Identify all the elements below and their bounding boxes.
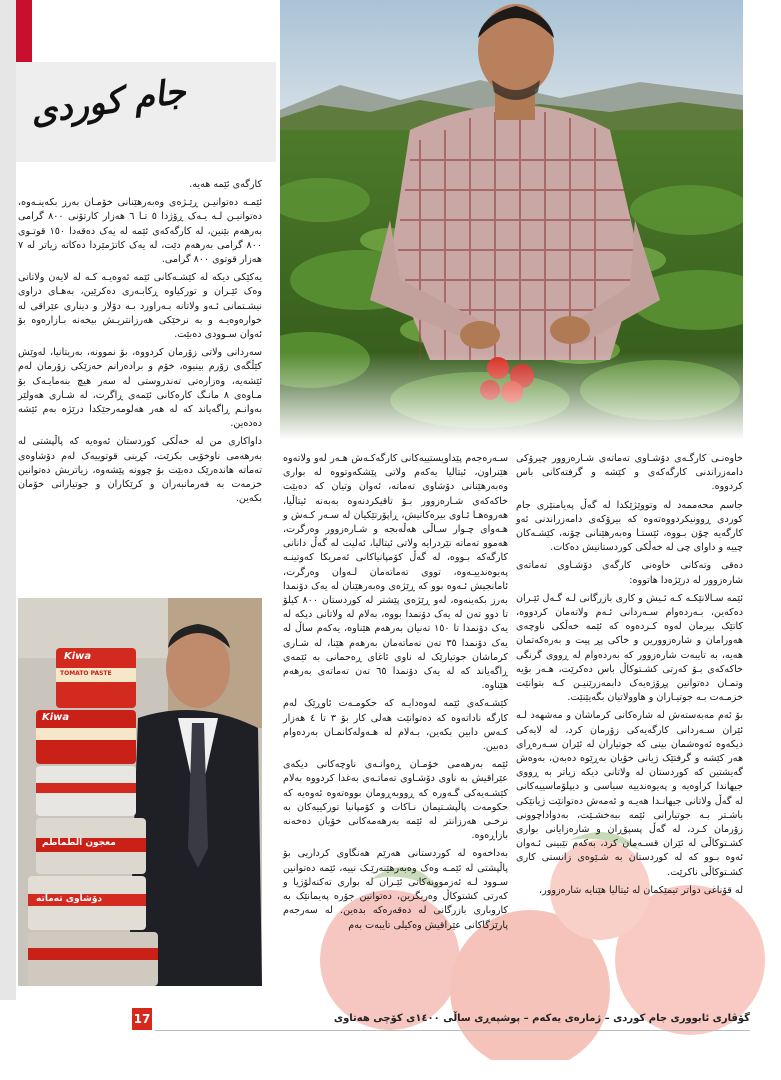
paragraph: کارگەی ئێمە هەیە.	[189, 179, 262, 190]
paragraph: سـەرەجەم پێداویستییەکانی کارگەکـەش هـەر لەو ولاتەوە هێنراون، ئیتالیا یەکەم ولاتی پێشکەوتووە لە بواری وەبەرهێنانی دۆشاوی تەماتە، ئەوان وتیان کە دەبێت خاکەکەی شـارەزوور بـۆ تاقیکردنەوە بەبەنە ئیتاڵیا، هەروەهـا ئـاوی بیرەکانیش، ڕاپۆرتێکیان لە سـەر کـەش و هـەوای چـوار سـاڵی هەڵەبجە و شـارەزوور وەرگرت، هەموو تەماتە نێردرایە ولاتی ئیتالیا، ئەلیت لە گەڵ دانانی کارگەکە بـووە، لە گەڵ کۆمپانیاکانی ئەمریکا کەوتینـە پەیوەندییـەوە، تووی تەماتەمان لـەوان وەرگرت، ئامانجیش ئـەوە بوو کە ڕێژەی وەبەرهێنان لە یەک دۆنمدا بەرز بکەینەوە، لەو ڕێژەی پێشتر لە کوردستان ٨٠٠ کیلۆ تا دوو تەن لە یەک دۆنمدا بووە، بەلام لە ولاتانی دیکە لە یەک دۆنمدا تا ١٥٠ تەنیان بەرهەم هێناوە، یەکەم ساڵ لە یەک دۆنمدا ٣٥ تەن تەماتەمان بەرهەم هێنا، لە شـاری کرماشان جوتیارێک لە ناوی ئاغای ڕەحمانی بە ئێمەی ڕاگەیاند کە لە یەک دۆنمدا ٦٥ تەن تەماتەی بەرهەم هێناوە.	[283, 453, 509, 692]
paragraph: بۆ ئەم مەبەستەش لە شارەکانی کرماشان و مەشهەد لـە ئێران سـەردانی کارگەیەکی زۆرمان کرد، لە لایەکی دیکەوە ئەوەشمان بینی کە جوتیاران لە ئێران سـەرەڕای هەر کێشە و گرفتێک ژیانی خۆیان بەڕێوە دەبەن، بەوەش گەیشتین کە کوردستان لە ولاتانی دیکە زیاتر بە ڕووی جیهاندا کراوەیە و پەیوەندییە سیاسی و دیپلۆماسییەکانی لە گەڵ ولاتانی جیهانـدا هەیـە و ئەمەش دەتوانێت ژیانێکی باشـتر بـە جوتیارانی ئێمە ببەخشـێت، بەدواداچوونی زۆرمان کـرد، لە گەڵ پسپۆڕان و شارەزایانی بواری کشـتوکاڵی لە ئێران قسـەمان کرد، بەکەم تێبینی ئـەوان ئەوە بـوو کە لە کوردستان بە شـێوەی زانستی کاری کشـتوکاڵی ناکرێت.	[516, 710, 743, 878]
paragraph: ئێمە سـالانێکـە کـە ئـیش و کاری بازرگانی لـە گـەل ئێـران دەکەین، بـەردەوام سـەردانی ئـەم ولاتەمان کردووە، کاتێک بیرمان لەوە کـردەوە کە ئێمە خەڵکی ناوچەی هەورامان و شارەزوورین و خاکی پڕ پیت و بەرەکەتمان هەیە، بە تایبەت شارەزوور کە بەردەوام لە ڕووی گرنگی خاکەکەی بـۆ کەرتی کشـتوکاڵ باس دەکرێت، هـەر بۆیە وتمـان دەتوانین پڕۆژەیەک دابمەزرێنیـن کـە بتوانێت خزمـەت بـە جوتیـاران و هاوولاتیان بگەیێنێت.	[516, 592, 743, 704]
text-column-right	[516, 452, 743, 902]
main-photo-tomato-field	[280, 0, 743, 440]
magazine-logo: جام کوردی	[27, 71, 189, 133]
page-number: 17	[132, 1008, 152, 1030]
field-photo-illustration	[280, 0, 743, 440]
paragraph: دەقی وتەکانی خاوەنی کارگەی دۆشـاوی تەماتەی شارەزوور لە درێژەدا هاتووە:	[516, 560, 743, 586]
red-accent-bar	[16, 0, 32, 62]
can-kurdish-label: دۆشاوی تەماتە	[36, 894, 103, 904]
paragraph: داواکاری من لە خەڵکی کوردستان ئەوەیە کە پاڵپشتی لە بەرهەمی ناوخۆیی بکرێت، کڕینی قوتوییەک لەم دۆشاوەی تەماتە هاندەرێک دەبێت بۆ چوونە پێشەوە، زیاتریش دەتوانین خزمەت بە فەرمانبەران و کرێکاران و جوتیارانی خۆمان بکەین.	[18, 436, 262, 505]
paragraph: جاسم محەممەد لە وتووێژێکدا لە گەڵ پەیامنێری جام کوردی ڕوونیکردووەتەوە کە بیرۆکەی دامەزراندنی ئەو کارگەیە چۆن بـووە، ئێستـا وەبەرهێنانی چۆنە، کێشـەکان چییە و داوای چی لە خەڵکی کوردستانیش دەکات.	[516, 499, 743, 554]
paragraph: خاوەنـی کارگـەی دۆشـاوی تەماتەی شـارەزوور چیرۆکی دامەزراندنی کارگەکەی و کێشە و گرفتەکانی باس کردووە.	[516, 453, 743, 493]
can-brand-label: Kiwa	[64, 651, 92, 662]
text-column-left	[18, 178, 262, 510]
paragraph: لە قۆناغی دواتر تیمێکمان لە ئیتالیا هێنایە شارەزوور،	[539, 884, 743, 896]
product-photo	[18, 598, 262, 986]
paragraph: ئێمـە دەتوانیـن ڕێـژەی وەبەرهێنانی خۆمـان بەرز بکەینـەوە، دەتوانیـن لـە یـەک ڕۆژدا ٥ تـا ٦ هەزار کارتۆنی ٨٠٠ گرامی بەرهەم بێنین، لە کارگەکەی ئێمە لە یەک دەقەدا ١٥٠ قوتـوی ٨٠٠ گرامی بەرهەم دێت، لە یەک کاتژمێردا دەکاتە زیاتر لە ٧ هەزار قوتوی ٨٠٠ گرامی.	[18, 197, 262, 266]
paragraph: ئێمە بەرهەمی خۆمـان ڕەوانـەی ناوچەکانی دیکەی عێراقیش بە ناوی دۆشـاوی تەماتـەی بەغدا کردووە بەلام کێشـەیەکی گـەورە کە ڕووبەڕومان بووەتەوە ئەوەیە کە حکومەت پاڵپشـتیمان نـاکات و کۆمپانیا تورکییەکان بە نرخـی هەرزانتر لە ئێمە بەرهەمەکانی خۆیان دەخەنە بازاڕەوە.	[283, 759, 508, 842]
left-decorative-strip	[0, 0, 16, 1000]
product-photo-illustration	[18, 598, 262, 986]
paragraph: سەردانی ولاتی زۆرمان کردووە، بۆ نموونە، بەریتانیا، لەوێش کێڵگەی زۆرم بینیوە، خۆم و برادەرانم حەزێکی زۆرمان لەم ئێشەیە، وەزارەتی تەندروستی لە سەر هیچ بنەمایـەک بۆ مـاوەی ٨ مانـگ کارەکانی ئێمەی ڕاگرت، لە شـاری هەولێر بەوانـم ڕاگەیاند کە لە هەر هەلومەرجێکدا درێژە بەم ئێشە دەدەین.	[18, 347, 262, 430]
can-paste-label: TOMATO PASTE	[60, 670, 112, 677]
can-arabic-label: معجون الطماطم	[42, 838, 116, 848]
footer-divider	[155, 1030, 750, 1031]
footer-publication-info: گۆڤاری ئابووری جام کوردی – ژمارەی یەکەم – پوشپەڕی ساڵی ١٤٠٠ی کۆچی هەتاوی	[333, 1013, 750, 1024]
paragraph: کێشـەکەی ئێمە لەوەدایـە کە حکومـەت ئاوڕێک لەم کارگە ناداتەوە کە دەتوانێت هەلی کار بۆ ٣ تا ٤ هەزار کـەس دابین بکەین، بـەلام لە هـەولەکانمـان بەردەوام دەبین.	[283, 698, 509, 753]
text-column-middle	[283, 452, 508, 937]
can-brand-label-2: Kiwa	[42, 712, 70, 723]
paragraph: یەکێکی دیکە لە کێشـەکانی ئێمە ئەوەیـە کـە لە لایەن ولاتانی وەک ئێـران و تورکیاوە ڕکابـەری دەکرێین، بەهـای دراوی نیشـتمانی ئـەو ولاتانە بـەراورد بـە دۆلار و دیناری عێراقی لە خوارەوەیـە و بە نرخێکی هەرزانتریـش بیخەنە بـازارەوە بۆ ئەوان سـوودی دەبێت.	[18, 272, 262, 341]
paragraph: بەداخەوە لە کوردستانی هەرێم هەنگاوی کرداریی بۆ پاڵپشتی لە ئێمـە وەک وەبەرهێنەرێـک نییە، ئێمە دەتوانین سـوود لـە ئەزموونەکانی ئێـران لە بواری تەکنەلۆژیا و کەرتی کشتوکاڵ وەربگرین، دەتوانین جۆرە پەیمانێک بە کاروباری بازرگانی لە دەقەرەکە بدەین. لە سەرجەم پارێزگاکانی عێراقیش وەکیلی تایبەت بەم	[283, 848, 508, 931]
